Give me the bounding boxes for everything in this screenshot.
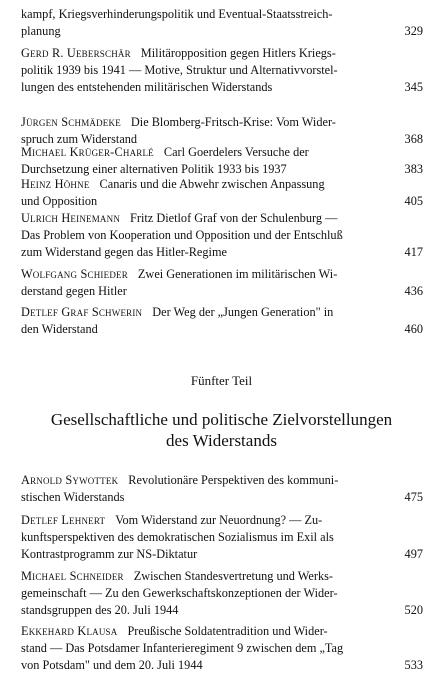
toc-entry xyxy=(21,266,423,300)
page-number: 475 xyxy=(404,490,423,504)
entry-title-line: Detlef Lehnert Vom Widerstand zur Neuordnung? — Zu- xyxy=(21,513,323,527)
toc-entry xyxy=(21,210,423,261)
entry-title-line: Gerd R. Ueberschär Militäropposition gegen Hitlers Kriegs- xyxy=(21,46,336,60)
entry-title-line: und Opposition xyxy=(21,194,98,208)
entry-title-line: Ekkehard Klausa Preußische Soldatentradition und Wider- xyxy=(21,624,328,638)
author-name: Michael Schneider xyxy=(21,569,124,583)
entry-title-line: Arnold Sywottek Revolutionäre Perspektiven des kommuni- xyxy=(21,473,339,487)
part-title xyxy=(0,409,443,451)
toc-entry xyxy=(21,623,423,674)
author-name: Wolfgang Schieder xyxy=(21,267,128,281)
page-number: 533 xyxy=(404,658,423,672)
entry-title-line: Michael Schneider Zwischen Standesvertretung und Werks- xyxy=(21,569,333,583)
page-number: 345 xyxy=(404,80,423,94)
entry-title-line: zum Widerstand gegen das Hitler-Regime xyxy=(21,245,227,259)
author-name: Ekkehard Klausa xyxy=(21,624,118,638)
author-name: Michael Krüger-Charlé xyxy=(21,145,154,159)
entry-title-line: spruch zum Widerstand xyxy=(21,132,138,146)
entry-title-line: Durchsetzung einer alternativen Politik 1933 bis 1937 xyxy=(21,162,287,176)
page-number: 436 xyxy=(404,284,423,298)
entry-title-line: Kontrastprogramm zur NS-Diktatur xyxy=(21,547,198,561)
toc-entry xyxy=(21,6,423,40)
author-name: Jürgen Schmädeke xyxy=(21,115,121,129)
page-number: 329 xyxy=(404,24,423,38)
page-number: 383 xyxy=(404,162,423,176)
entry-title-line: politik 1939 bis 1941 — Motive, Struktur und Alternativvorstel- xyxy=(21,63,338,77)
entry-title-line: derstand gegen Hitler xyxy=(21,284,127,298)
entry-title-line: Detlef Graf Schwerin Der Weg der „Jungen Generation" in xyxy=(21,305,334,319)
entry-title-line: von Potsdam" und dem 20. Juli 1944 xyxy=(21,658,203,672)
part-title-line: Gesellschaftliche und politische Zielvorstellungen xyxy=(50,410,393,429)
author-name: Arnold Sywottek xyxy=(21,473,119,487)
entry-title-line: Ulrich Heinemann Fritz Dietlof Graf von der Schulenburg — xyxy=(21,211,338,225)
author-name: Detlef Lehnert xyxy=(21,513,106,527)
entry-title-line: gemeinschaft — Zu den Gewerkschaftskonzeptionen der Wider- xyxy=(21,586,338,600)
page-number: 460 xyxy=(404,322,423,336)
entry-title-line: standsgruppen des 20. Juli 1944 xyxy=(21,603,179,617)
entry-title-line: planung xyxy=(21,24,61,38)
page-number: 368 xyxy=(404,132,423,146)
entry-title-line: Heinz Höhne Canaris und die Abwehr zwischen Anpassung xyxy=(21,177,325,191)
author-name: Detlef Graf Schwerin xyxy=(21,305,143,319)
part-label: Fünfter Teil xyxy=(190,373,253,388)
toc-entry xyxy=(21,512,423,563)
part-title-line: des Widerstands xyxy=(166,431,277,450)
toc-entry xyxy=(21,45,423,96)
toc-entry xyxy=(21,176,423,210)
page-number: 405 xyxy=(404,194,423,208)
author-name: Heinz Höhne xyxy=(21,177,90,191)
entry-title-line: Jürgen Schmädeke Die Blomberg-Fritsch-Krise: Vom Wider- xyxy=(21,115,336,129)
entry-title-line: stand — Das Potsdamer Infanterieregiment 9 zwischen dem „Tag xyxy=(21,641,344,655)
page-number: 417 xyxy=(404,245,423,259)
entry-title-line: Michael Krüger-Charlé Carl Goerdelers Versuche der xyxy=(21,145,309,159)
page-number: 497 xyxy=(404,547,423,561)
toc-entry xyxy=(21,144,423,178)
entry-title-line: lungen des entstehenden militärischen Widerstands xyxy=(21,80,273,94)
toc-entry xyxy=(21,114,423,148)
entry-title-line: Das Problem von Kooperation und Opposition und der Entschluß xyxy=(21,228,343,242)
author-name: Gerd R. Ueberschär xyxy=(21,46,131,60)
entry-title-line: kampf, Kriegsverhinderungspolitik und Eventual-Staatsstreich- xyxy=(21,7,333,21)
toc-entry xyxy=(21,472,423,506)
entry-title-line: Wolfgang Schieder Zwei Generationen im militärischen Wi- xyxy=(21,267,338,281)
entry-title-line: stischen Widerstands xyxy=(21,490,125,504)
entry-title-line: kunftsperspektiven des demokratischen Sozialismus im Exil als xyxy=(21,530,334,544)
toc-entry xyxy=(21,568,423,619)
page-number: 520 xyxy=(404,603,423,617)
entry-title-line: den Widerstand xyxy=(21,322,98,336)
author-name: Ulrich Heinemann xyxy=(21,211,121,225)
toc-entry xyxy=(21,304,423,338)
